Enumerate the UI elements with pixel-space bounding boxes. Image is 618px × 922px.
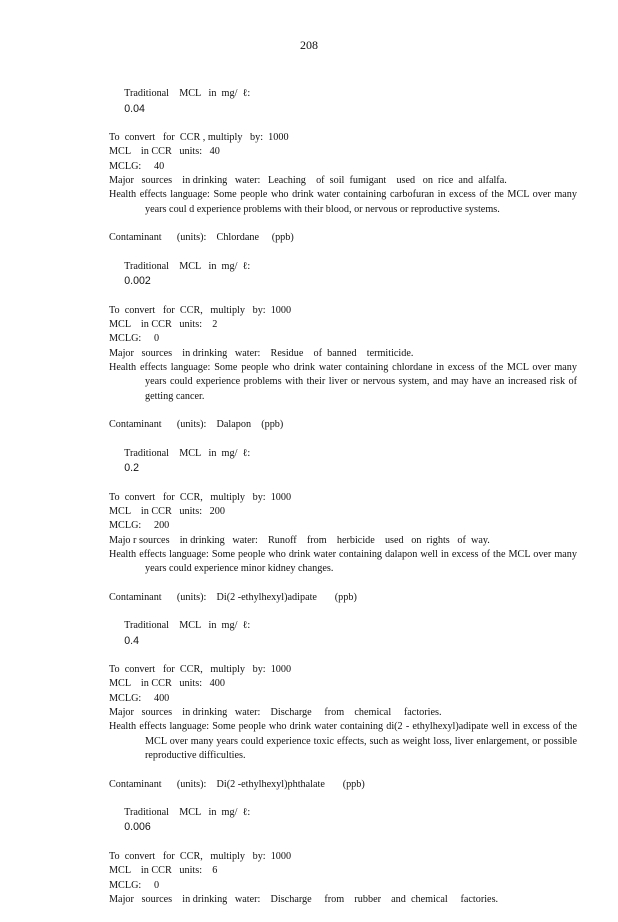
mcl-value: 0.04 bbox=[124, 102, 145, 115]
convert-line: To convert for CCR, multiply by: 1000 bbox=[109, 304, 292, 316]
convert-line: To convert for CCR, multiply by: 1000 bbox=[109, 851, 292, 863]
convert-line: To convert for CCR, multiply by: 1000 bbox=[109, 664, 292, 676]
contaminant-entry bbox=[109, 778, 559, 908]
health-effects-text: Health effects language: Some people who drink water containing carbofuran in excess of the MCL over many years coul d experience problems with their blood, or nervous or reproductive systems. bbox=[109, 189, 577, 215]
mcl-label: Traditional MCL in mg/ ℓ: bbox=[124, 260, 251, 272]
sources-line: Major sources in drinking water: Residue of banned termiticide. bbox=[109, 347, 414, 359]
sources-line: Major sources in drinking water: Discharge from rubber and chemical factories. bbox=[109, 893, 499, 905]
mcl-value: 0.2 bbox=[124, 462, 140, 475]
convert-line: To convert for CCR , multiply by: 1000 bbox=[109, 132, 289, 144]
contaminant-line: Contaminant (units): Di(2 -ethylhexyl)phthalate (ppb) bbox=[109, 778, 365, 790]
mclg-line: MCLG: 0 bbox=[109, 879, 160, 891]
mcl-label: Traditional MCL in mg/ ℓ: bbox=[124, 807, 251, 819]
contaminant-line: Contaminant (units): Chlordane (ppb) bbox=[109, 232, 294, 244]
contaminant-entry bbox=[109, 231, 577, 404]
traditional-mcl-line bbox=[109, 73, 559, 131]
traditional-mcl-line bbox=[109, 605, 559, 663]
mcl-label: Traditional MCL in mg/ ℓ: bbox=[124, 620, 251, 632]
mcl-ccr-line: MCL in CCR units: 2 bbox=[109, 319, 218, 331]
mclg-line: MCLG: 400 bbox=[109, 692, 170, 704]
mcl-ccr-line: MCL in CCR units: 400 bbox=[109, 678, 225, 690]
traditional-mcl-line bbox=[109, 246, 559, 304]
mclg-line: MCLG: 40 bbox=[109, 160, 165, 172]
mcl-label: Traditional MCL in mg/ ℓ: bbox=[124, 88, 251, 100]
contaminant-line: Contaminant (units): Dalapon (ppb) bbox=[109, 419, 284, 431]
mcl-ccr-line: MCL in CCR units: 200 bbox=[109, 505, 225, 517]
mcl-ccr-line: MCL in CCR units: 40 bbox=[109, 146, 220, 158]
contaminant-line: Contaminant (units): Di(2 -ethylhexyl)adipate (ppb) bbox=[109, 591, 357, 603]
convert-line: To convert for CCR, multiply by: 1000 bbox=[109, 491, 292, 503]
page-number: 208 bbox=[300, 38, 318, 52]
health-effects-text: Health effects language: Some people who drink water containing chlordane in excess of the MCL over many years could experience problems with their liver or nervous system, and may have an increased risk of getting cancer. bbox=[109, 361, 577, 402]
contaminant-entry bbox=[109, 418, 577, 576]
health-effects-text: Health effects language: Some people who drink water containing di(2 - ethylhexyl)adipate well in excess of the MCL over many years could experience toxic effects, such as weight loss, liver enlargement, or possible reproductive difficulties. bbox=[109, 721, 577, 761]
sources-line: Majo r sources in drinking water: Runoff from herbicide used on rights of way. bbox=[109, 534, 490, 546]
mcl-label: Traditional MCL in mg/ ℓ: bbox=[124, 447, 251, 459]
mcl-value: 0.002 bbox=[124, 275, 151, 288]
sources-line: Major sources in drinking water: Discharge from chemical factories. bbox=[109, 707, 442, 719]
traditional-mcl-line bbox=[109, 792, 559, 850]
mclg-line: MCLG: 200 bbox=[109, 520, 170, 532]
mcl-value: 0.006 bbox=[124, 821, 151, 834]
traditional-mcl-line bbox=[109, 432, 559, 490]
contaminant-entry bbox=[109, 73, 577, 217]
health-effects-text: Health effects language: Some people who drink water containing dalapon well in excess of the MCL over many years could experience minor kidney changes. bbox=[109, 548, 577, 575]
mcl-ccr-line: MCL in CCR units: 6 bbox=[109, 865, 218, 877]
mclg-line: MCLG: 0 bbox=[109, 333, 160, 345]
sources-line: Major sources in drinking water: Leaching of soil fumigant used on rice and alfalfa. bbox=[109, 175, 507, 187]
mcl-value: 0.4 bbox=[124, 634, 140, 647]
contaminant-list bbox=[109, 73, 577, 922]
contaminant-entry bbox=[109, 591, 577, 764]
